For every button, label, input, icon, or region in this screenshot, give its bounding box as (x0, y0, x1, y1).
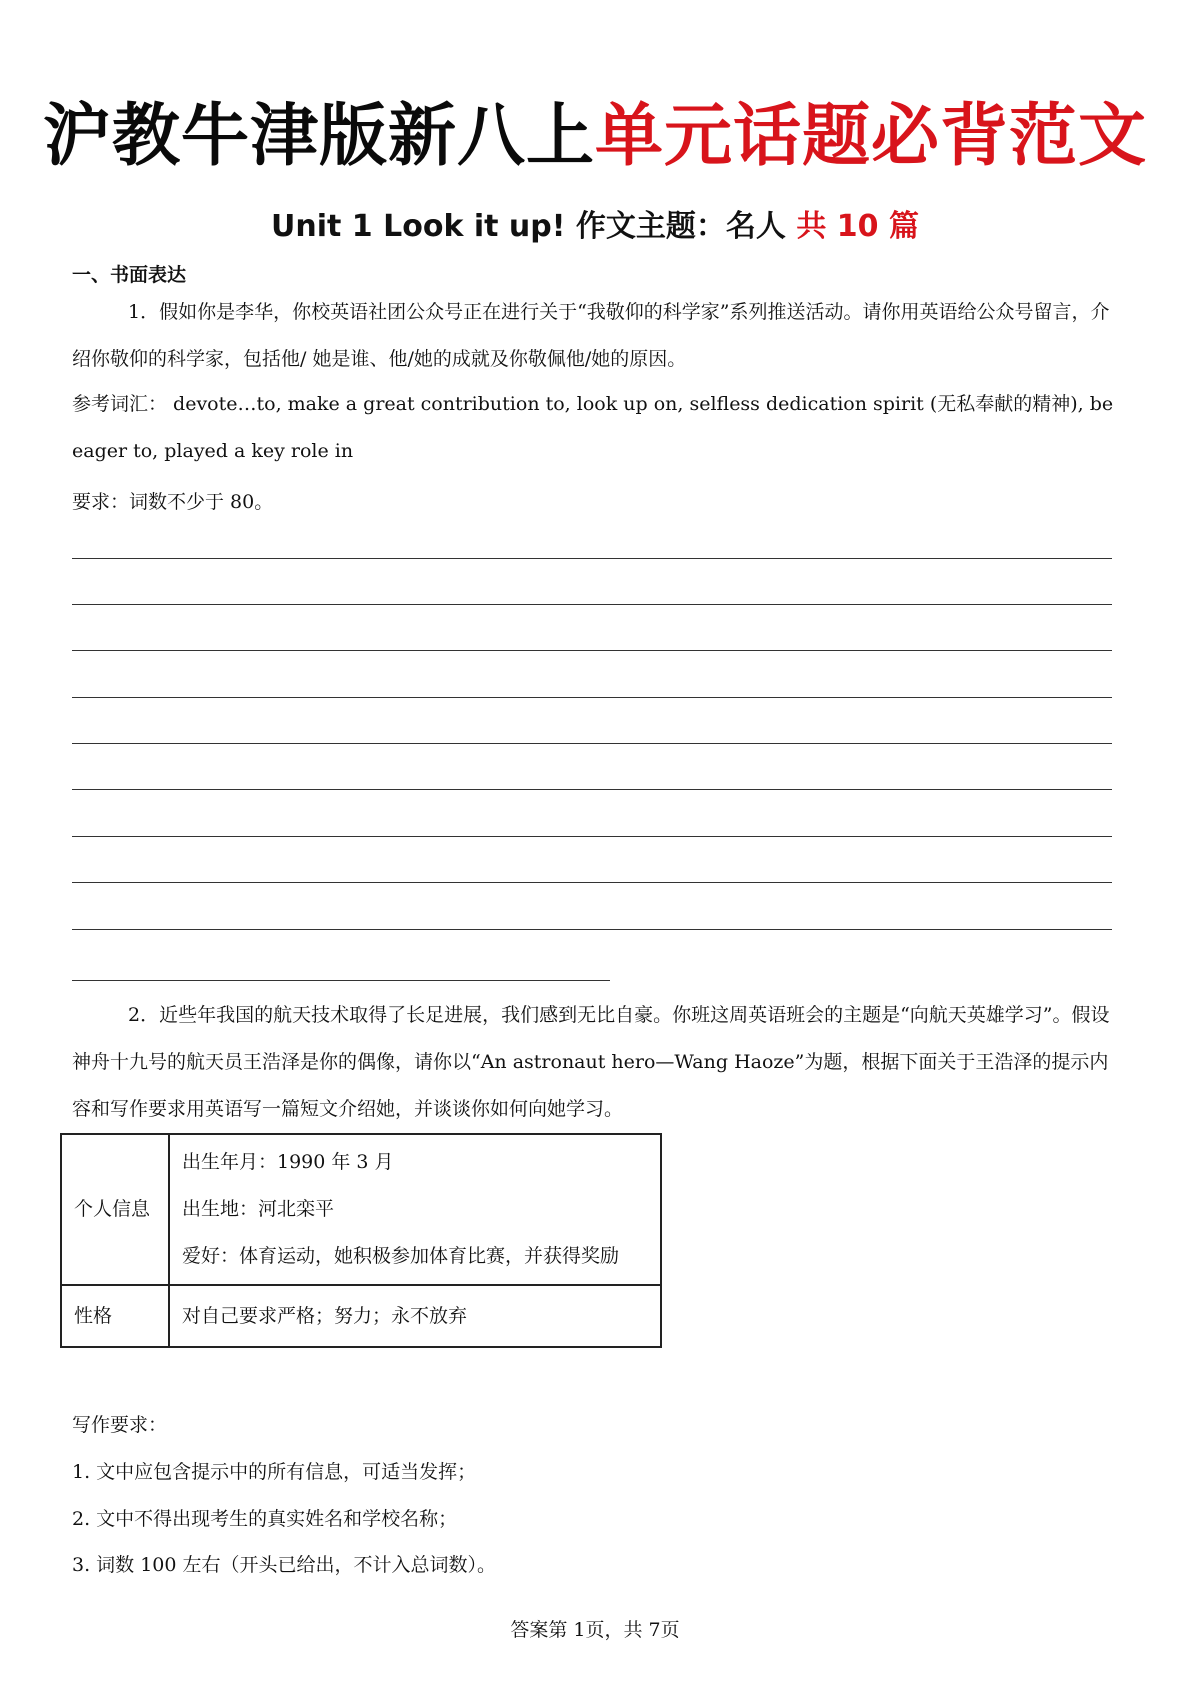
page-title (0, 92, 1190, 182)
q1-prompt: 1．假如你是李华，你校英语社团公众号正在进行关于“我敬仰的科学家”系列推送活动。请你用英语给公众号留言，介绍你敬仰的科学家，包括他/ 她是谁、他/她的成就及你敬佩他/她的原因。 (72, 301, 1110, 370)
answer-line[interactable] (72, 882, 1112, 883)
requirement-item: 2. 文中不得出现考生的真实姓名和学校名称； (72, 1508, 458, 1530)
table-line-birth-date: 出生年月：1990 年 3 月 (182, 1151, 394, 1173)
table-line-birth-place: 出生地：河北栾平 (182, 1198, 335, 1220)
answer-line[interactable] (72, 789, 1112, 790)
requirement-item: 1. 文中应包含提示中的所有信息，可适当发挥； (72, 1461, 477, 1483)
requirement-item: 3. 词数 100 左右（开头已给出，不计入总词数）。 (72, 1554, 497, 1576)
table-label-personality: 性格 (61, 1285, 169, 1347)
page-footer: 答案第 1页，共 7页 (510, 1619, 680, 1641)
subtitle-count: 共 10 篇 (796, 209, 919, 244)
table-row (61, 1285, 661, 1347)
title-black-part: 沪教牛津版新八上 (42, 97, 595, 176)
answer-line[interactable] (72, 650, 1112, 651)
subtitle-main: Unit 1 Look it up! 作文主题：名人 (271, 209, 797, 244)
answer-line-short[interactable] (72, 980, 610, 981)
info-table (60, 1133, 662, 1348)
answer-line[interactable] (72, 604, 1112, 605)
answer-line[interactable] (72, 558, 1112, 559)
table-line-hobby: 爱好：体育运动，她积极参加体育比赛，并获得奖励 (182, 1245, 620, 1267)
section-heading: 一、书面表达 (72, 264, 187, 286)
table-row (61, 1134, 661, 1285)
title-red-part: 单元话题必背范文 (595, 97, 1148, 176)
q1-requirement: 要求：词数不少于 80。 (72, 491, 274, 513)
answer-line[interactable] (72, 929, 1112, 930)
table-label-personal-info: 个人信息 (61, 1134, 169, 1285)
unit-subtitle (0, 205, 1190, 249)
requirements-heading: 写作要求： (72, 1414, 168, 1436)
answer-line[interactable] (72, 743, 1112, 744)
answer-line[interactable] (72, 836, 1112, 837)
q1-vocab: 参考词汇： devote…to, make a great contribution to, look up on, selfless dedication spirit (无私奉献的精神), be eager to, played a key role in (72, 393, 1114, 462)
q2-prompt: 2．近些年我国的航天技术取得了长足进展，我们感到无比自豪。你班这周英语班会的主题是“向航天英雄学习”。假设神舟十九号的航天员王浩泽是你的偶像，请你以“An astronaut hero—Wang Haoze”为题，根据下面关于王浩泽的提示内容和写作要求用英语写一篇短文介绍她，并谈谈你如何向她学习。 (72, 1004, 1110, 1120)
table-content-personality: 对自己要求严格；努力；永不放弃 (169, 1285, 661, 1347)
answer-line[interactable] (72, 697, 1112, 698)
table-content-personal-info (169, 1134, 661, 1285)
